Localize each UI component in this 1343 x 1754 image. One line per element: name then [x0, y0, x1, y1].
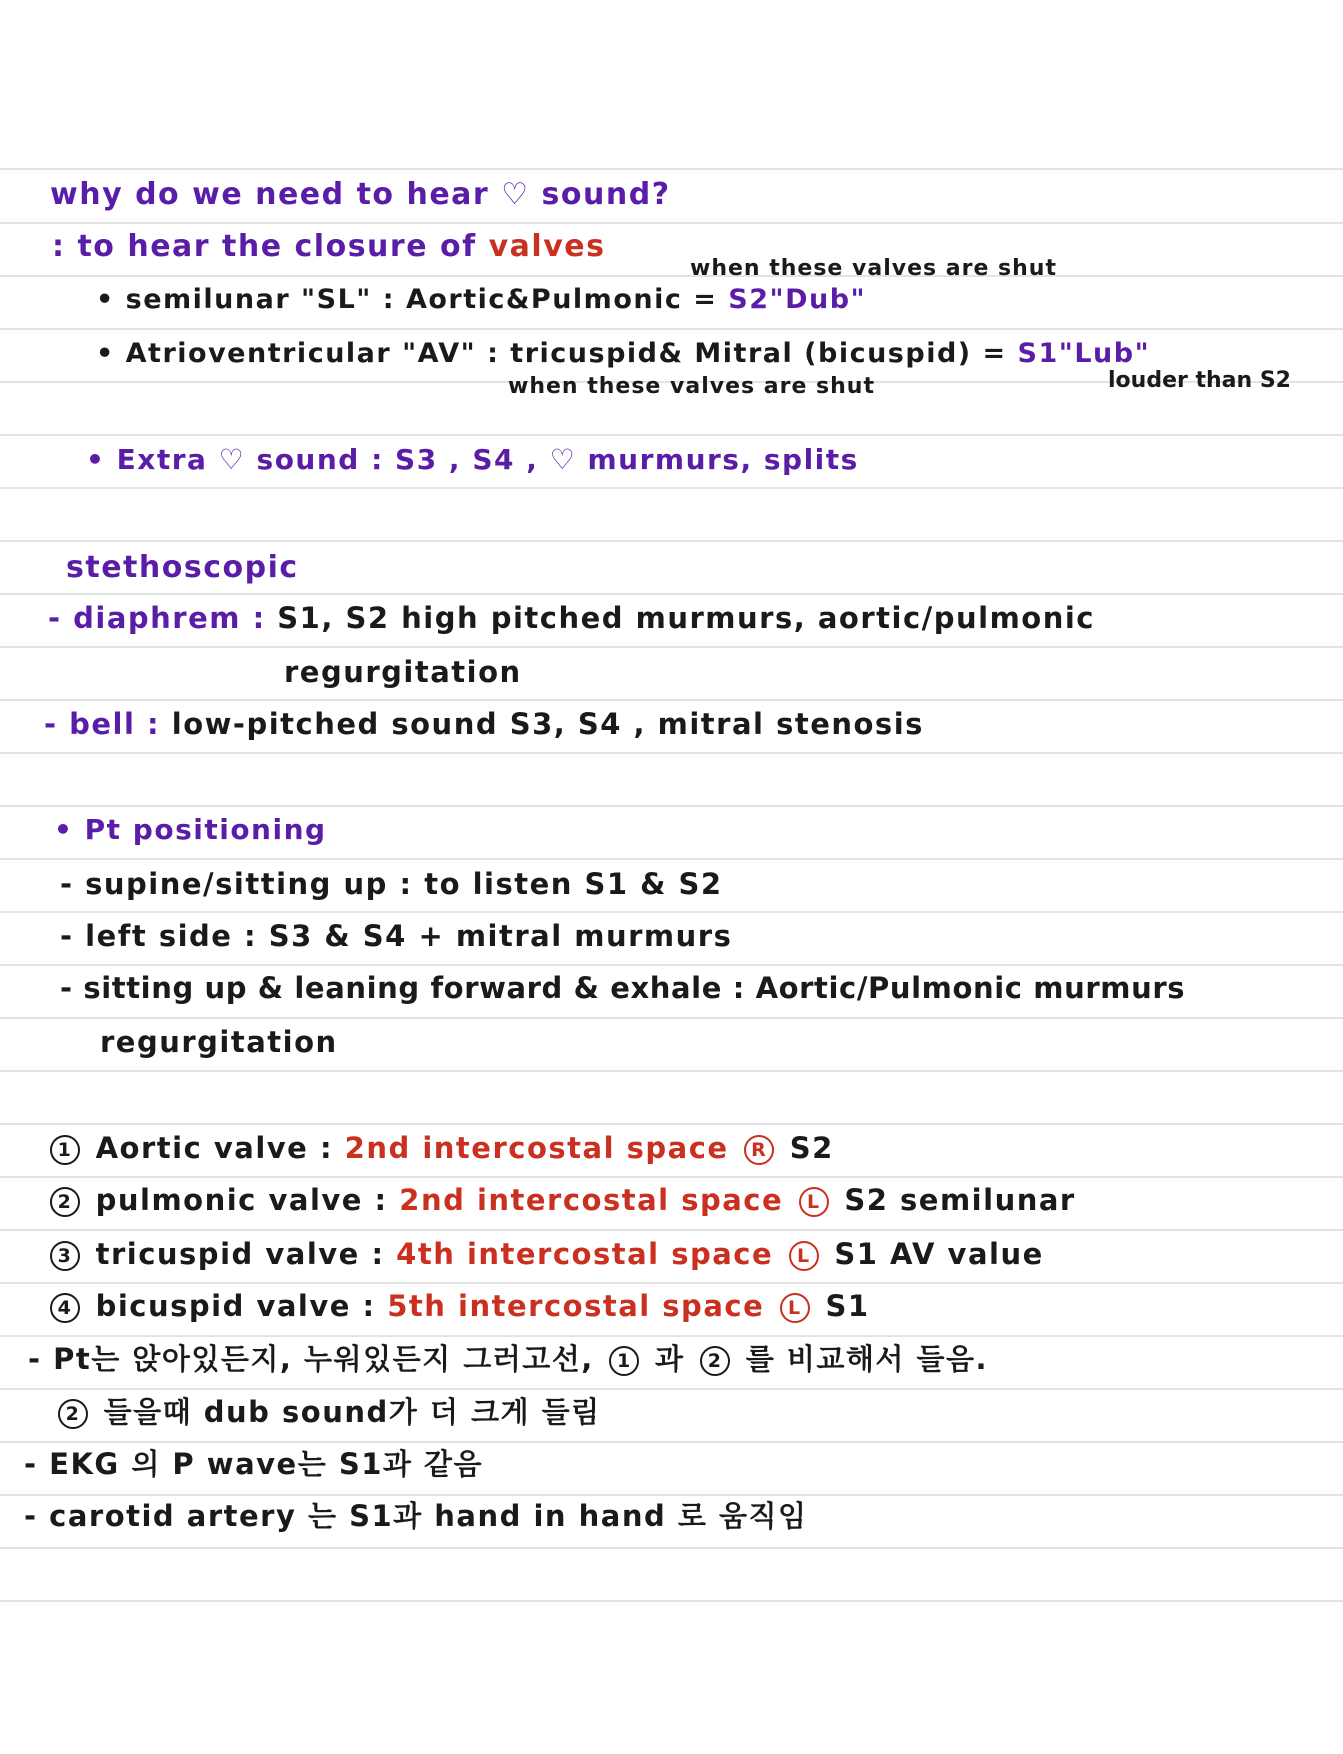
number-badge: 2	[700, 1346, 730, 1376]
bullet-extra	[86, 443, 859, 476]
diaphragm-text: S1, S2 high pitched murmurs, aortic/pulmonic	[277, 601, 1095, 635]
annotation-sl: when these valves are shut	[690, 256, 1057, 281]
diaphragm-label: - diaphrem :	[48, 601, 266, 635]
number-badge: 2	[58, 1399, 88, 1429]
valve-row	[46, 1289, 870, 1323]
valve-name: tricuspid valve :	[95, 1237, 385, 1271]
bell-line	[44, 707, 924, 741]
heart-icon: ♡	[501, 177, 530, 212]
av-value: S1"Lub"	[1017, 338, 1151, 369]
valve-row	[46, 1183, 1076, 1217]
rule-line	[0, 1335, 1343, 1337]
rule-line	[0, 168, 1343, 170]
subtitle-text: : to hear the closure of	[52, 229, 477, 264]
annotation-louder: louder than S2	[1108, 368, 1291, 393]
number-badge: 3	[50, 1241, 80, 1271]
positioning-item-3: - sitting up & leaning forward & exhale : Aortic/Pulmonic murmurs	[60, 971, 1186, 1005]
extra-text-3: murmurs, splits	[587, 443, 859, 476]
rule-line	[0, 1176, 1343, 1178]
rule-line	[0, 328, 1343, 330]
rule-line	[0, 1229, 1343, 1231]
positioning-item-1: - supine/sitting up : to listen S1 & S2	[60, 867, 723, 901]
note-text: 를 비교해서 들음.	[745, 1342, 989, 1376]
side-badge: L	[780, 1293, 810, 1323]
rule-line	[0, 1600, 1343, 1602]
note-text: 들을때 dub sound가 더 크게 들림	[103, 1395, 601, 1429]
bell-text: low-pitched sound S3, S4 , mitral stenosis	[171, 707, 924, 741]
subtitle-highlight: valves	[488, 229, 606, 264]
heart-icon: ♡	[549, 443, 577, 476]
av-text: • Atrioventricular "AV" : tricuspid& Mitral (bicuspid) =	[96, 338, 1007, 369]
valve-location: 2nd intercostal space	[344, 1131, 729, 1165]
korean-note-2	[54, 1395, 601, 1429]
rule-line	[0, 1388, 1343, 1390]
heart-icon: ♡	[218, 443, 246, 476]
extra-text: • Extra	[86, 443, 208, 476]
valve-name: Aortic valve :	[95, 1131, 334, 1165]
rule-line	[0, 593, 1343, 595]
rule-line	[0, 964, 1343, 966]
diaphragm-continued: regurgitation	[284, 655, 522, 689]
rule-line	[0, 1017, 1343, 1019]
bell-label: - bell :	[44, 707, 161, 741]
valve-location: 4th intercostal space	[396, 1237, 774, 1271]
side-badge: R	[744, 1135, 774, 1165]
number-badge: 4	[50, 1293, 80, 1323]
rule-line	[0, 434, 1343, 436]
valve-sound: S2	[789, 1131, 834, 1165]
annotation-av: when these valves are shut	[508, 374, 875, 399]
bullet-atrioventricular	[96, 340, 1150, 367]
rule-line	[0, 222, 1343, 224]
bullet-semilunar	[96, 286, 866, 313]
section-title-stethoscopic: stethoscopic	[66, 550, 299, 585]
rule-line	[0, 911, 1343, 913]
number-badge: 1	[50, 1135, 80, 1165]
subtitle	[52, 229, 606, 264]
valve-location: 5th intercostal space	[387, 1289, 765, 1323]
number-badge: 2	[50, 1187, 80, 1217]
title-text-end: sound?	[541, 177, 671, 212]
valve-sound: S1 AV value	[834, 1237, 1044, 1271]
rule-line	[0, 540, 1343, 542]
extra-text-2: sound : S3 , S4 ,	[256, 443, 539, 476]
korean-note-3: - EKG 의 P wave는 S1과 같음	[24, 1447, 484, 1481]
rule-line	[0, 487, 1343, 489]
valve-sound: S2 semilunar	[844, 1183, 1076, 1217]
semilunar-value: S2"Dub"	[728, 284, 867, 315]
rule-line	[0, 752, 1343, 754]
rule-line	[0, 1282, 1343, 1284]
rule-line	[0, 1494, 1343, 1496]
korean-note-1	[28, 1342, 989, 1376]
rule-line	[0, 1441, 1343, 1443]
positioning-item-3-continued: regurgitation	[100, 1025, 338, 1059]
rule-line	[0, 1070, 1343, 1072]
rule-line	[0, 805, 1343, 807]
valve-sound: S1	[825, 1289, 870, 1323]
side-badge: L	[789, 1241, 819, 1271]
valve-name: bicuspid valve :	[95, 1289, 376, 1323]
rule-line	[0, 858, 1343, 860]
note-text: - Pt는 앉아있든지, 누워있든지 그러고선,	[28, 1342, 594, 1376]
rule-line	[0, 1123, 1343, 1125]
rule-line	[0, 646, 1343, 648]
rule-line	[0, 275, 1343, 277]
valve-row	[46, 1237, 1044, 1271]
section-title	[50, 177, 671, 212]
title-text: why do we need to hear	[50, 177, 490, 212]
valve-row	[46, 1131, 834, 1165]
korean-note-4: - carotid artery 는 S1과 hand in hand 로 움직임	[24, 1499, 808, 1533]
diaphragm-line	[48, 601, 1095, 635]
number-badge: 1	[609, 1346, 639, 1376]
positioning-item-2: - left side : S3 & S4 + mitral murmurs	[60, 919, 733, 953]
valve-name: pulmonic valve :	[95, 1183, 388, 1217]
note-text: 과	[655, 1342, 685, 1376]
rule-line	[0, 1547, 1343, 1549]
rule-line	[0, 699, 1343, 701]
side-badge: L	[799, 1187, 829, 1217]
section-title-positioning: • Pt positioning	[54, 813, 327, 846]
valve-location: 2nd intercostal space	[399, 1183, 784, 1217]
semilunar-text: • semilunar "SL" : Aortic&Pulmonic =	[96, 284, 718, 315]
